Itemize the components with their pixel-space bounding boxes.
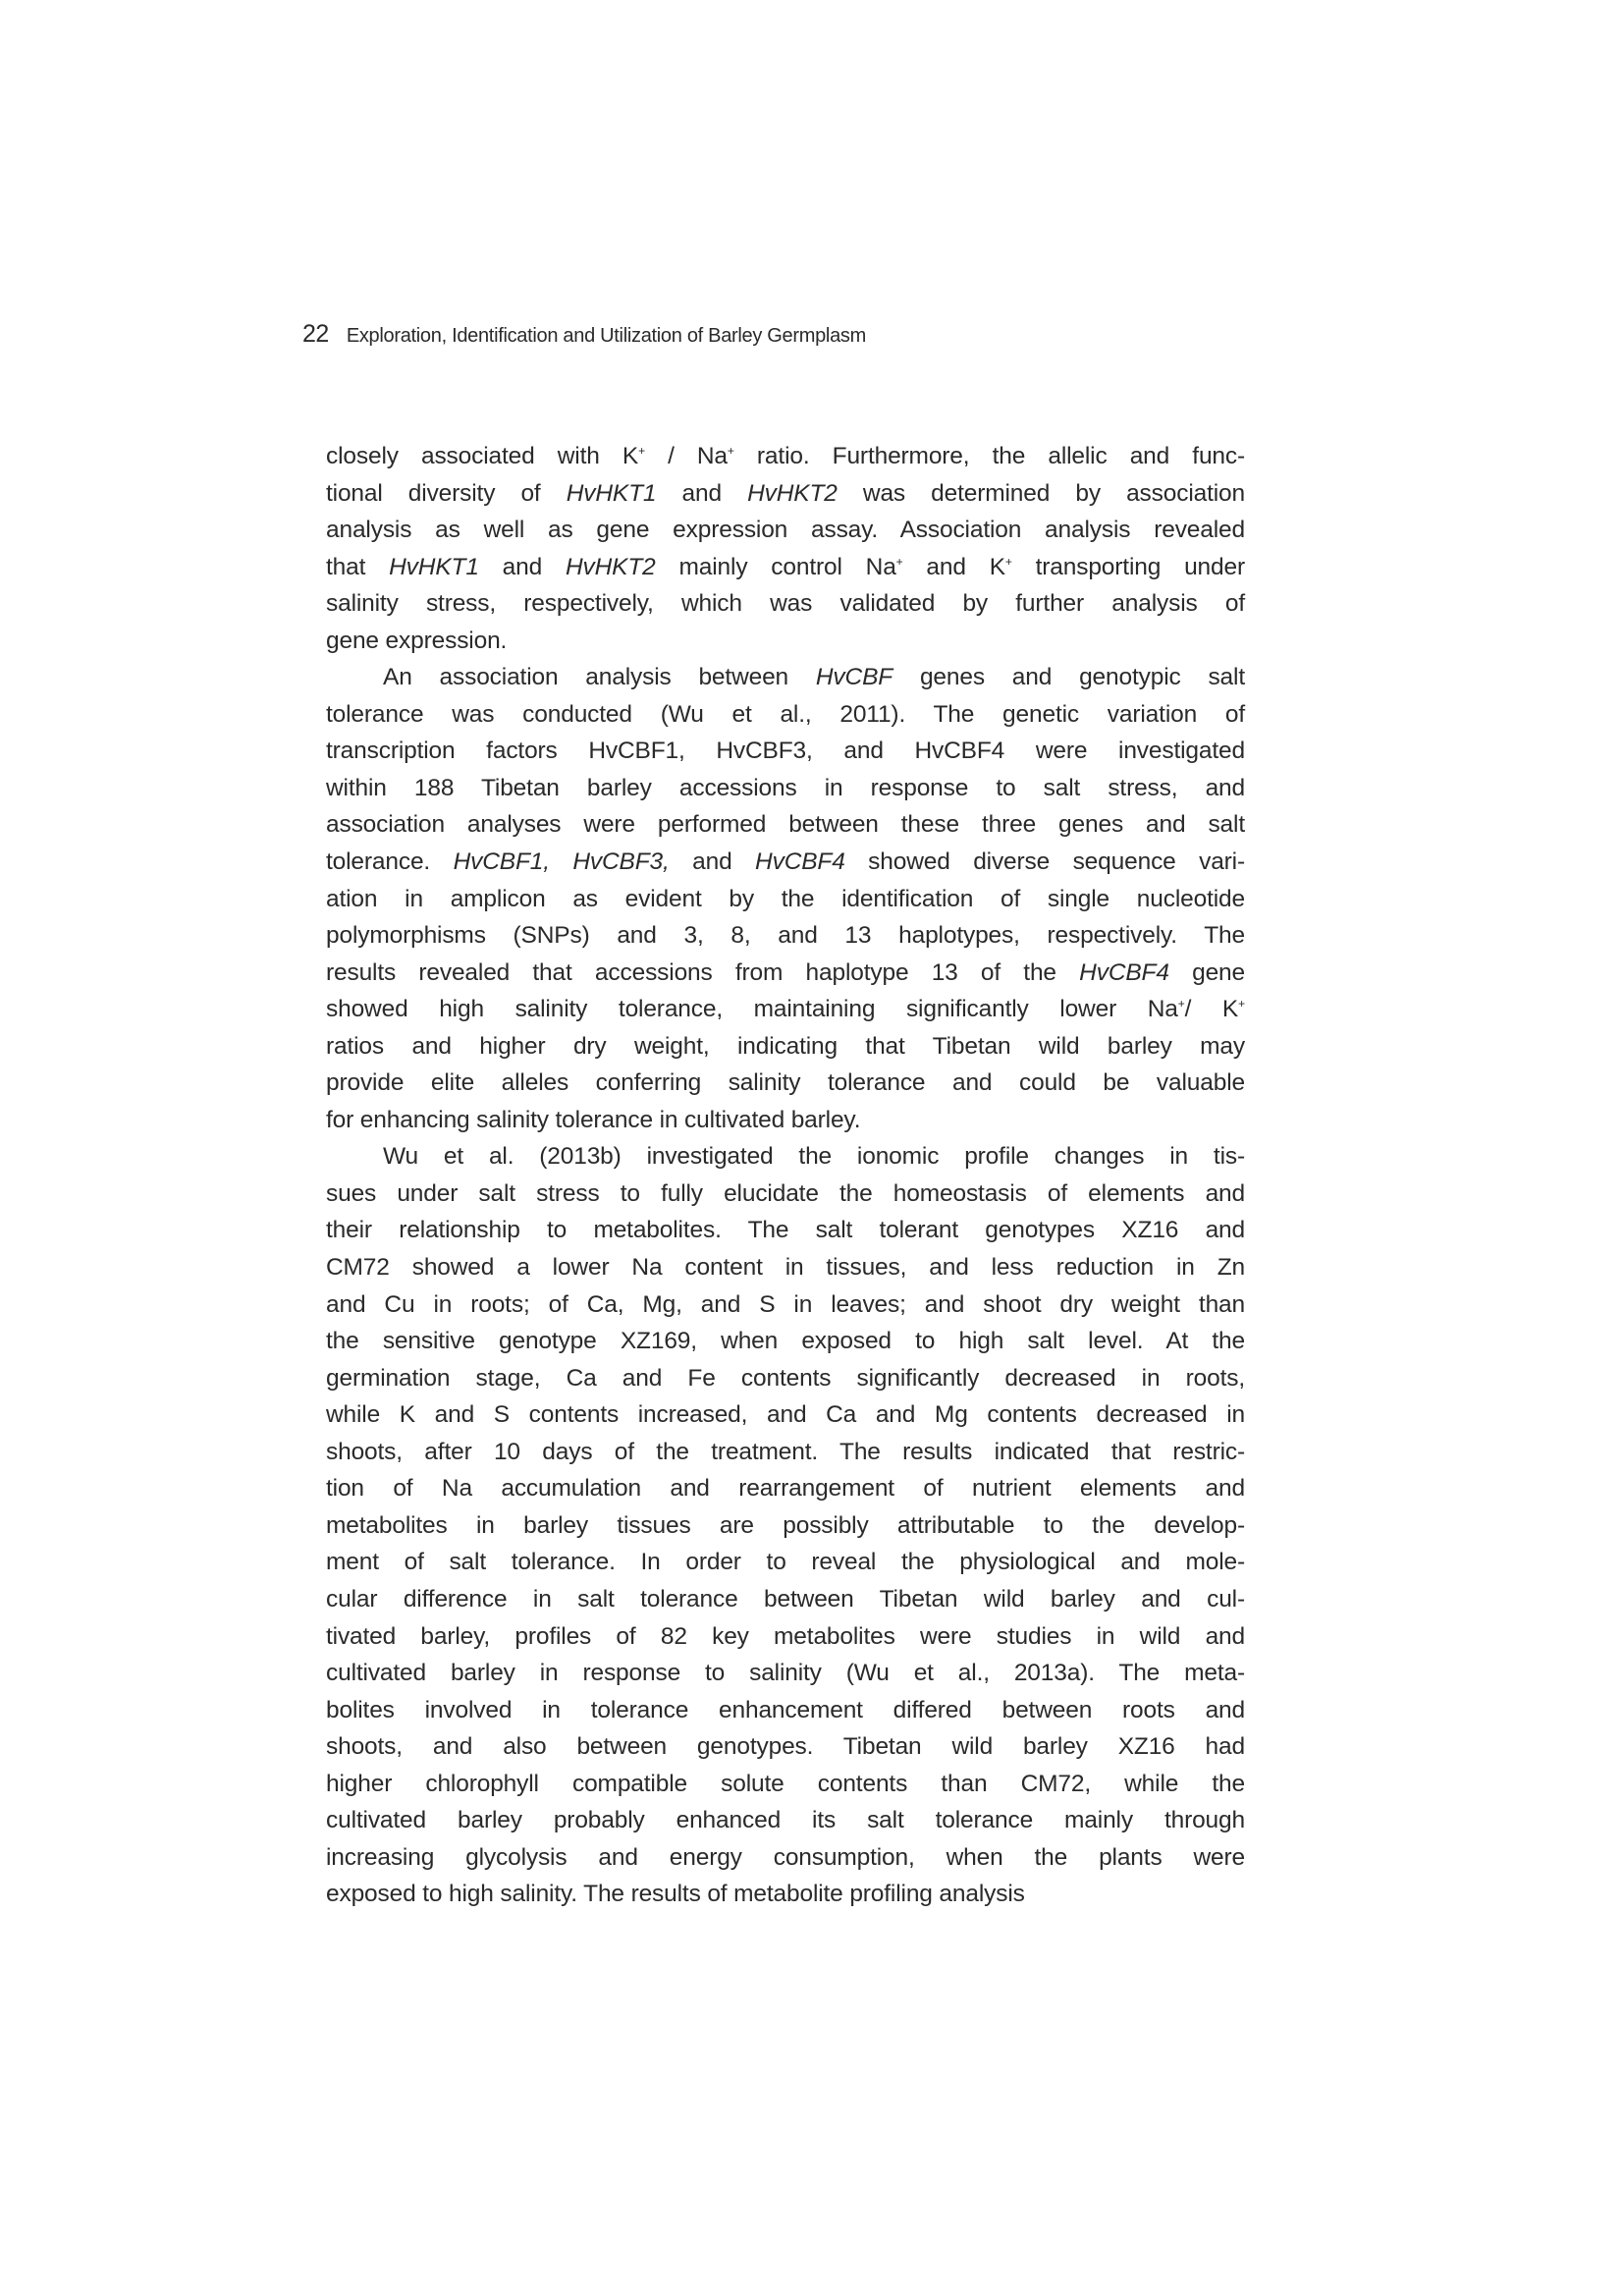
text-line: transcription factors HvCBF1, HvCBF3, and HvCBF4 were investigated	[326, 738, 1245, 765]
text-line: the sensitive genotype XZ169, when exposed to high salt level. At the	[326, 1328, 1245, 1355]
text-line: sues under salt stress to fully elucidate the homeostasis of elements and	[326, 1179, 1245, 1207]
text-line: ratios and higher dry weight, indicating that Tibetan wild barley may	[326, 1032, 1245, 1060]
superscript-charge: +	[1238, 997, 1245, 1011]
text-line: provide elite alleles conferring salinity tolerance and could be valuable	[326, 1069, 1245, 1097]
text-line: increasing glycolysis and energy consumption, when the plants were	[326, 1843, 1245, 1871]
text-line: their relationship to metabolites. The salt tolerant genotypes XZ16 and	[326, 1217, 1245, 1244]
text-line: shoots, and also between genotypes. Tibetan wild barley XZ16 had	[326, 1733, 1245, 1761]
text-line: cular difference in salt tolerance between Tibetan wild barley and cul-	[326, 1585, 1245, 1613]
text-line: tivated barley, profiles of 82 key metabolites were studies in wild and	[326, 1622, 1245, 1650]
text-line: polymorphisms (SNPs) and 3, 8, and 13 haplotypes, respectively. The	[326, 922, 1245, 950]
superscript-charge: +	[727, 444, 734, 458]
italic-gene-name: HvHKT1	[566, 479, 657, 507]
italic-gene-name: HvCBF4	[755, 848, 845, 876]
text-line: while K and S contents increased, and Ca and Mg contents decreased in	[326, 1401, 1245, 1429]
text-line: association analyses were performed between these three genes and salt	[326, 811, 1245, 839]
text-line: tolerance was conducted (Wu et al., 2011). The genetic variation of	[326, 700, 1245, 728]
text-line: and Cu in roots; of Ca, Mg, and S in leaves; and shoot dry weight than	[326, 1290, 1245, 1318]
paragraph-p3	[326, 1138, 1245, 1912]
text-line: tion of Na accumulation and rearrangement of nutrient elements and	[326, 1475, 1245, 1503]
italic-gene-name: HvCBF	[815, 664, 893, 691]
italic-gene-name: HvCBF1, HvCBF3,	[453, 848, 670, 876]
italic-gene-name: HvHKT2	[565, 553, 656, 580]
text-line: closely associated with K+ / Na+ ratio. Furthermore, the allelic and func-	[326, 443, 1245, 469]
text-line: tional diversity of HvHKT1 and HvHKT2 was determined by association	[326, 479, 1245, 507]
text-line: exposed to high salinity. The results of metabolite profiling analysis	[326, 1881, 1025, 1908]
superscript-charge: +	[1177, 997, 1185, 1011]
text-line: analysis as well as gene expression assay. Association analysis revealed	[326, 517, 1245, 544]
text-line: tolerance. HvCBF1, HvCBF3, and HvCBF4 showed diverse sequence vari-	[326, 848, 1245, 876]
text-line: ation in amplicon as evident by the identification of single nucleotide	[326, 885, 1245, 912]
text-line: results revealed that accessions from haplotype 13 of the HvCBF4 gene	[326, 958, 1246, 986]
text-line: bolites involved in tolerance enhancement differed between roots and	[326, 1696, 1245, 1723]
text-line: within 188 Tibetan barley accessions in response to salt stress, and	[326, 774, 1245, 801]
paragraph-p1-continued	[326, 438, 1245, 659]
text-line: metabolites in barley tissues are possibly attributable to the develop-	[326, 1511, 1245, 1539]
paragraph-p2	[326, 659, 1245, 1138]
text-line: gene expression.	[326, 627, 508, 654]
text-line: Wu et al. (2013b) investigated the ionomic profile changes in tis-	[383, 1143, 1245, 1171]
text-line: cultivated barley in response to salinity (Wu et al., 2013a). The meta-	[326, 1660, 1245, 1687]
text-line: ment of salt tolerance. In order to reveal the physiological and mole-	[326, 1549, 1245, 1576]
italic-gene-name: HvCBF4	[1079, 958, 1169, 986]
body-text	[326, 438, 1245, 1913]
italic-gene-name: HvHKT2	[747, 479, 838, 507]
text-line: cultivated barley probably enhanced its salt tolerance mainly through	[326, 1807, 1245, 1834]
text-line: germination stage, Ca and Fe contents significantly decreased in roots,	[326, 1364, 1245, 1392]
text-line: showed high salinity tolerance, maintaining significantly lower Na+/ K+	[326, 996, 1245, 1023]
text-line: CM72 showed a lower Na content in tissues, and less reduction in Zn	[326, 1254, 1245, 1282]
page-header	[302, 320, 866, 350]
text-line: higher chlorophyll compatible solute contents than CM72, while the	[326, 1770, 1245, 1797]
running-title: Exploration, Identification and Utilization of Barley Germplasm	[346, 325, 866, 347]
superscript-charge: +	[638, 444, 645, 458]
text-line: shoots, after 10 days of the treatment. The results indicated that restric-	[326, 1438, 1245, 1465]
text-line: for enhancing salinity tolerance in cultivated barley.	[326, 1106, 861, 1133]
page-number: 22	[302, 320, 329, 348]
text-line: that HvHKT1 and HvHKT2 mainly control Na+ and K+ transporting under	[326, 553, 1245, 580]
superscript-charge: +	[1004, 554, 1012, 569]
text-line: An association analysis between HvCBF genes and genotypic salt	[383, 664, 1245, 691]
text-line: salinity stress, respectively, which was validated by further analysis of	[326, 590, 1245, 618]
italic-gene-name: HvHKT1	[389, 553, 479, 580]
superscript-charge: +	[895, 554, 903, 569]
